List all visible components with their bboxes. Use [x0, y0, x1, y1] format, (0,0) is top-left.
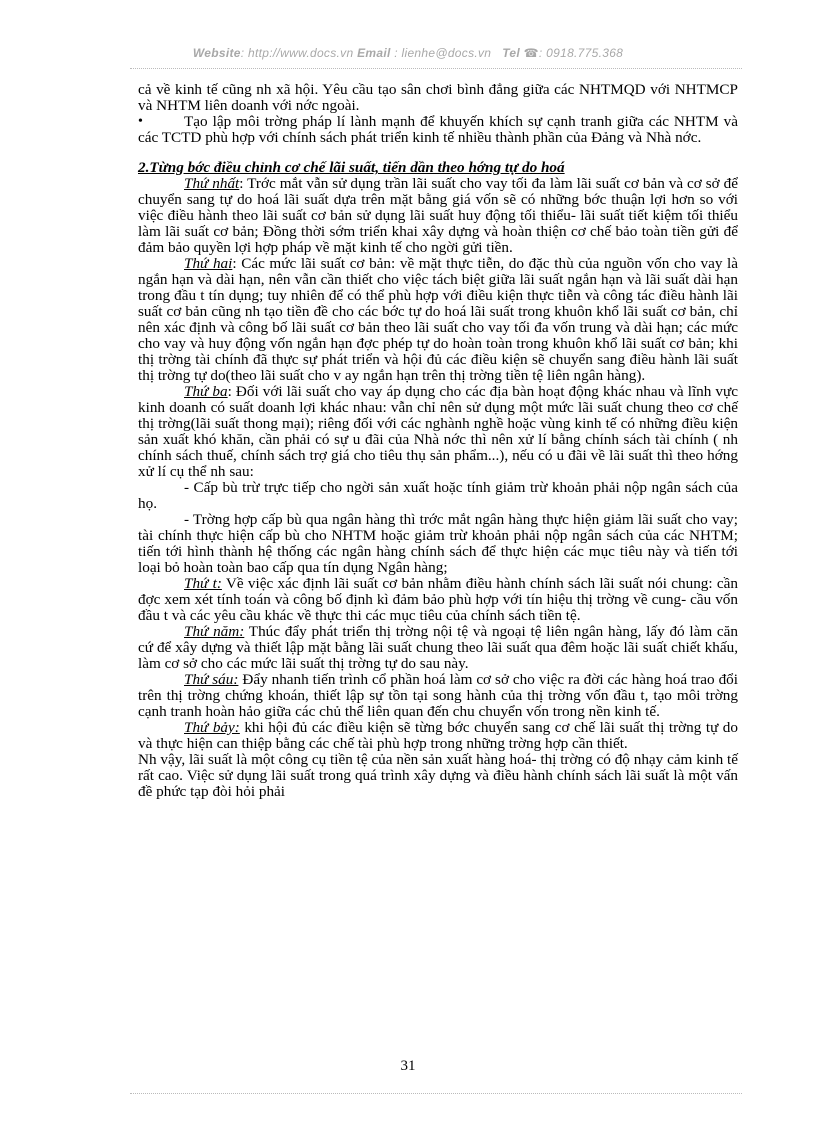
label-thu-ba: Thứ ba — [184, 383, 228, 400]
paragraph-thu-bay — [138, 720, 738, 752]
paragraph-thu-nhat — [138, 176, 738, 256]
section-heading: 2.Từng bớc điều chỉnh cơ chế lãi suất, tiến dần theo hớng tự do hoá — [138, 159, 565, 176]
website-value: : http://www.docs.vn — [240, 46, 354, 60]
text-thu-hai: : Các mức lãi suất cơ bản: về mặt thực tiễn, do đặc thù của nguồn vốn cho vay là ngắn hạn và dài hạn, nên vẫn cần thiết cho việc tách biệt giữa lãi suất ngắn hạn và lãi suất dài hạn trong đầu t tín dụng; tuy nhiên để có thể phù hợp với điều kiện thực tiễn và công tác điều hành lãi suất cơ bản cũng nh tạo tiền đề cho các bớc tự do hoá lãi suất trong khuôn khổ lãi suất cơ bản, chỉ nên xác định và công bố lãi suất cơ bản theo lãi suất cho vay tối đa vốn trung và dài hạn; các mức cho vay và huy động vốn ngắn hạn đợc phép tự do hoàn toàn trong khuôn khổ lãi suất cơ bản; khi thị trờng tài chính đã thực sự phát triển và hội đủ các điều kiện sẽ chuyển sang điều hành lãi suất thị trờng tự do(theo lãi suất cho v ay ngắn hạn trên thị trờng tiền tệ liên ngân hàng). — [138, 255, 739, 384]
tel-label: Tel — [502, 46, 520, 60]
dash-item-2: - Trờng hợp cấp bù qua ngân hàng thì trớc mắt ngân hàng thực hiện giảm lãi suất cho vay; tài chính thực hiện cấp bù cho NHTM hoặc giảm trừ khoản phải nộp ngân sách của các NHTM; tiến tới hình thành hệ thống các ngân hàng chính sách để thực hiện các mục tiêu này và tiến tới loại bỏ hoàn toàn bao cấp qua tín dụng Ngân hàng; — [138, 511, 738, 576]
document-body — [138, 82, 738, 800]
dash-item-1: - Cấp bù trừ trực tiếp cho ngời sản xuất hoặc tính giảm trừ khoản phải nộp ngân sách của họ. — [138, 479, 738, 512]
label-thu-nhat: Thứ nhất — [184, 175, 240, 192]
footer-divider — [130, 1093, 742, 1094]
text-thu-tu: Về việc xác định lãi suất cơ bản nhằm điều hành chính sách lãi suất nói chung: cần đợc xem xét tính toán và công bố định kì đảm bảo phù hợp với tín hiệu thị trờng về cung- cầu vốn đầu t và các yêu cầu khác về thực thi các mục tiêu của chính sách tiền tệ. — [138, 575, 738, 624]
phone-icon: ☎ — [523, 46, 539, 60]
website-label: Website — [192, 46, 241, 60]
label-thu-nam: Thứ năm: — [184, 623, 245, 640]
paragraph-thu-nam — [138, 624, 738, 672]
label-thu-hai: Thứ hai — [184, 255, 233, 272]
paragraph-thu-hai — [138, 256, 738, 384]
label-thu-bay: Thứ bảy: — [184, 719, 240, 736]
email-value: : lienhe@docs.vn — [390, 46, 492, 60]
text-thu-sau: Đẩy nhanh tiến trình cổ phần hoá làm cơ sở cho việc ra đời các hàng hoá trao đổi trên thị trờng chứng khoán, thiết lập sự tồn tại song hành của thị trờng vốn đầu t, tạo môi trờng cạnh tranh hoàn hảo giữa các chủ thể liên quan đến chu chuyển vốn trong nền kinh tế. — [138, 671, 738, 720]
paragraph-intro: cả về kinh tế cũng nh xã hội. Yêu cầu tạo sân chơi bình đẳng giữa các NHTMQD với NHTMCP và NHTM liên doanh với nớc ngoài. — [138, 81, 738, 114]
paragraph-closing: Nh vậy, lãi suất là một công cụ tiền tệ của nền sản xuất hàng hoá- thị trờng có độ nhạy cảm kinh tế rất cao. Việc sử dụng lãi suất trong quá trình xây dựng và điều hành chính sách lãi suất là một vấn đề phức tạp đòi hỏi phải — [138, 751, 738, 800]
page-number: 31 — [400, 1058, 416, 1074]
paragraph-thu-ba — [138, 384, 738, 480]
text-thu-nhat: : Trớc mắt vẫn sử dụng trần lãi suất cho vay tối đa làm lãi suất cơ bản và cơ sở để chuyển sang tự do hoá lãi suất dựa trên mặt bằng giá vốn sẽ có những bớc thuận lợi hơn so với việc điều hành theo lãi suất cơ bản sử dụng lãi suất huy động tối thiểu- lãi suất tiết kiệm tối thiểu làm lãi suất cơ bản; Đồng thời sớm triển khai xây dựng và hoàn thiện cơ chế bảo toàn tiền gửi để đảm bảo quyền lợi hợp pháp về mặt kinh tế cho ngời gửi tiền. — [138, 175, 738, 256]
header-divider — [130, 68, 742, 69]
page-header — [0, 46, 816, 60]
label-thu-tu: Thứ t: — [184, 575, 222, 592]
tel-value: : 0918.775.368 — [538, 46, 624, 60]
text-thu-bay: khi hội đủ các điều kiện sẽ từng bớc chuyển sang cơ chế lãi suất thị trờng tự do và thực hiện can thiệp bằng các chế tài phù hợp trong những trờng hợp cần thiết. — [138, 719, 738, 752]
text-thu-ba: : Đối với lãi suất cho vay áp dụng cho các địa bàn hoạt động khác nhau và lĩnh vực kinh doanh có suất doanh lợi khác nhau: vẫn chỉ nên sử dụng một mức lãi suất chung theo cơ chế thị trờng(lãi suất thong mại); riêng đối với các nghành nghề hoặc vùng kinh tế có những điều kiện sản xuất khó khăn, cần phải có sự u đãi của Nhà nớc thì nên xử lí bằng chính sách tài chính ( nh chính sách thuế, chính sách trợ giá cho tiêu thụ sản phẩm...), nếu có u đãi về lãi suất thì theo hớng xử lí cụ thể nh sau: — [138, 383, 738, 480]
bullet-item — [138, 114, 738, 146]
text-thu-nam: Thúc đẩy phát triển thị trờng nội tệ và ngoại tệ liên ngân hàng, lấy đó làm căn cứ để xây dựng và thiết lập mặt bằng lãi suất chung theo lãi suất qua đêm hoặc lãi suất chiết khấu, làm cơ sở cho các mức lãi suất thị trờng tự do sau này. — [138, 623, 738, 672]
bullet-text: Tạo lập môi trờng pháp lí lành mạnh để khuyến khích sự cạnh tranh giữa các NHTM và các TCTD phù hợp với chính sách phát triển kinh tế nhiều thành phần của Đảng và Nhà nớc. — [138, 113, 738, 146]
label-thu-sau: Thứ sáu: — [184, 671, 239, 688]
bullet-mark: • — [138, 114, 143, 129]
paragraph-thu-tu — [138, 576, 738, 624]
paragraph-thu-sau — [138, 672, 738, 720]
email-label: Email — [357, 46, 391, 60]
